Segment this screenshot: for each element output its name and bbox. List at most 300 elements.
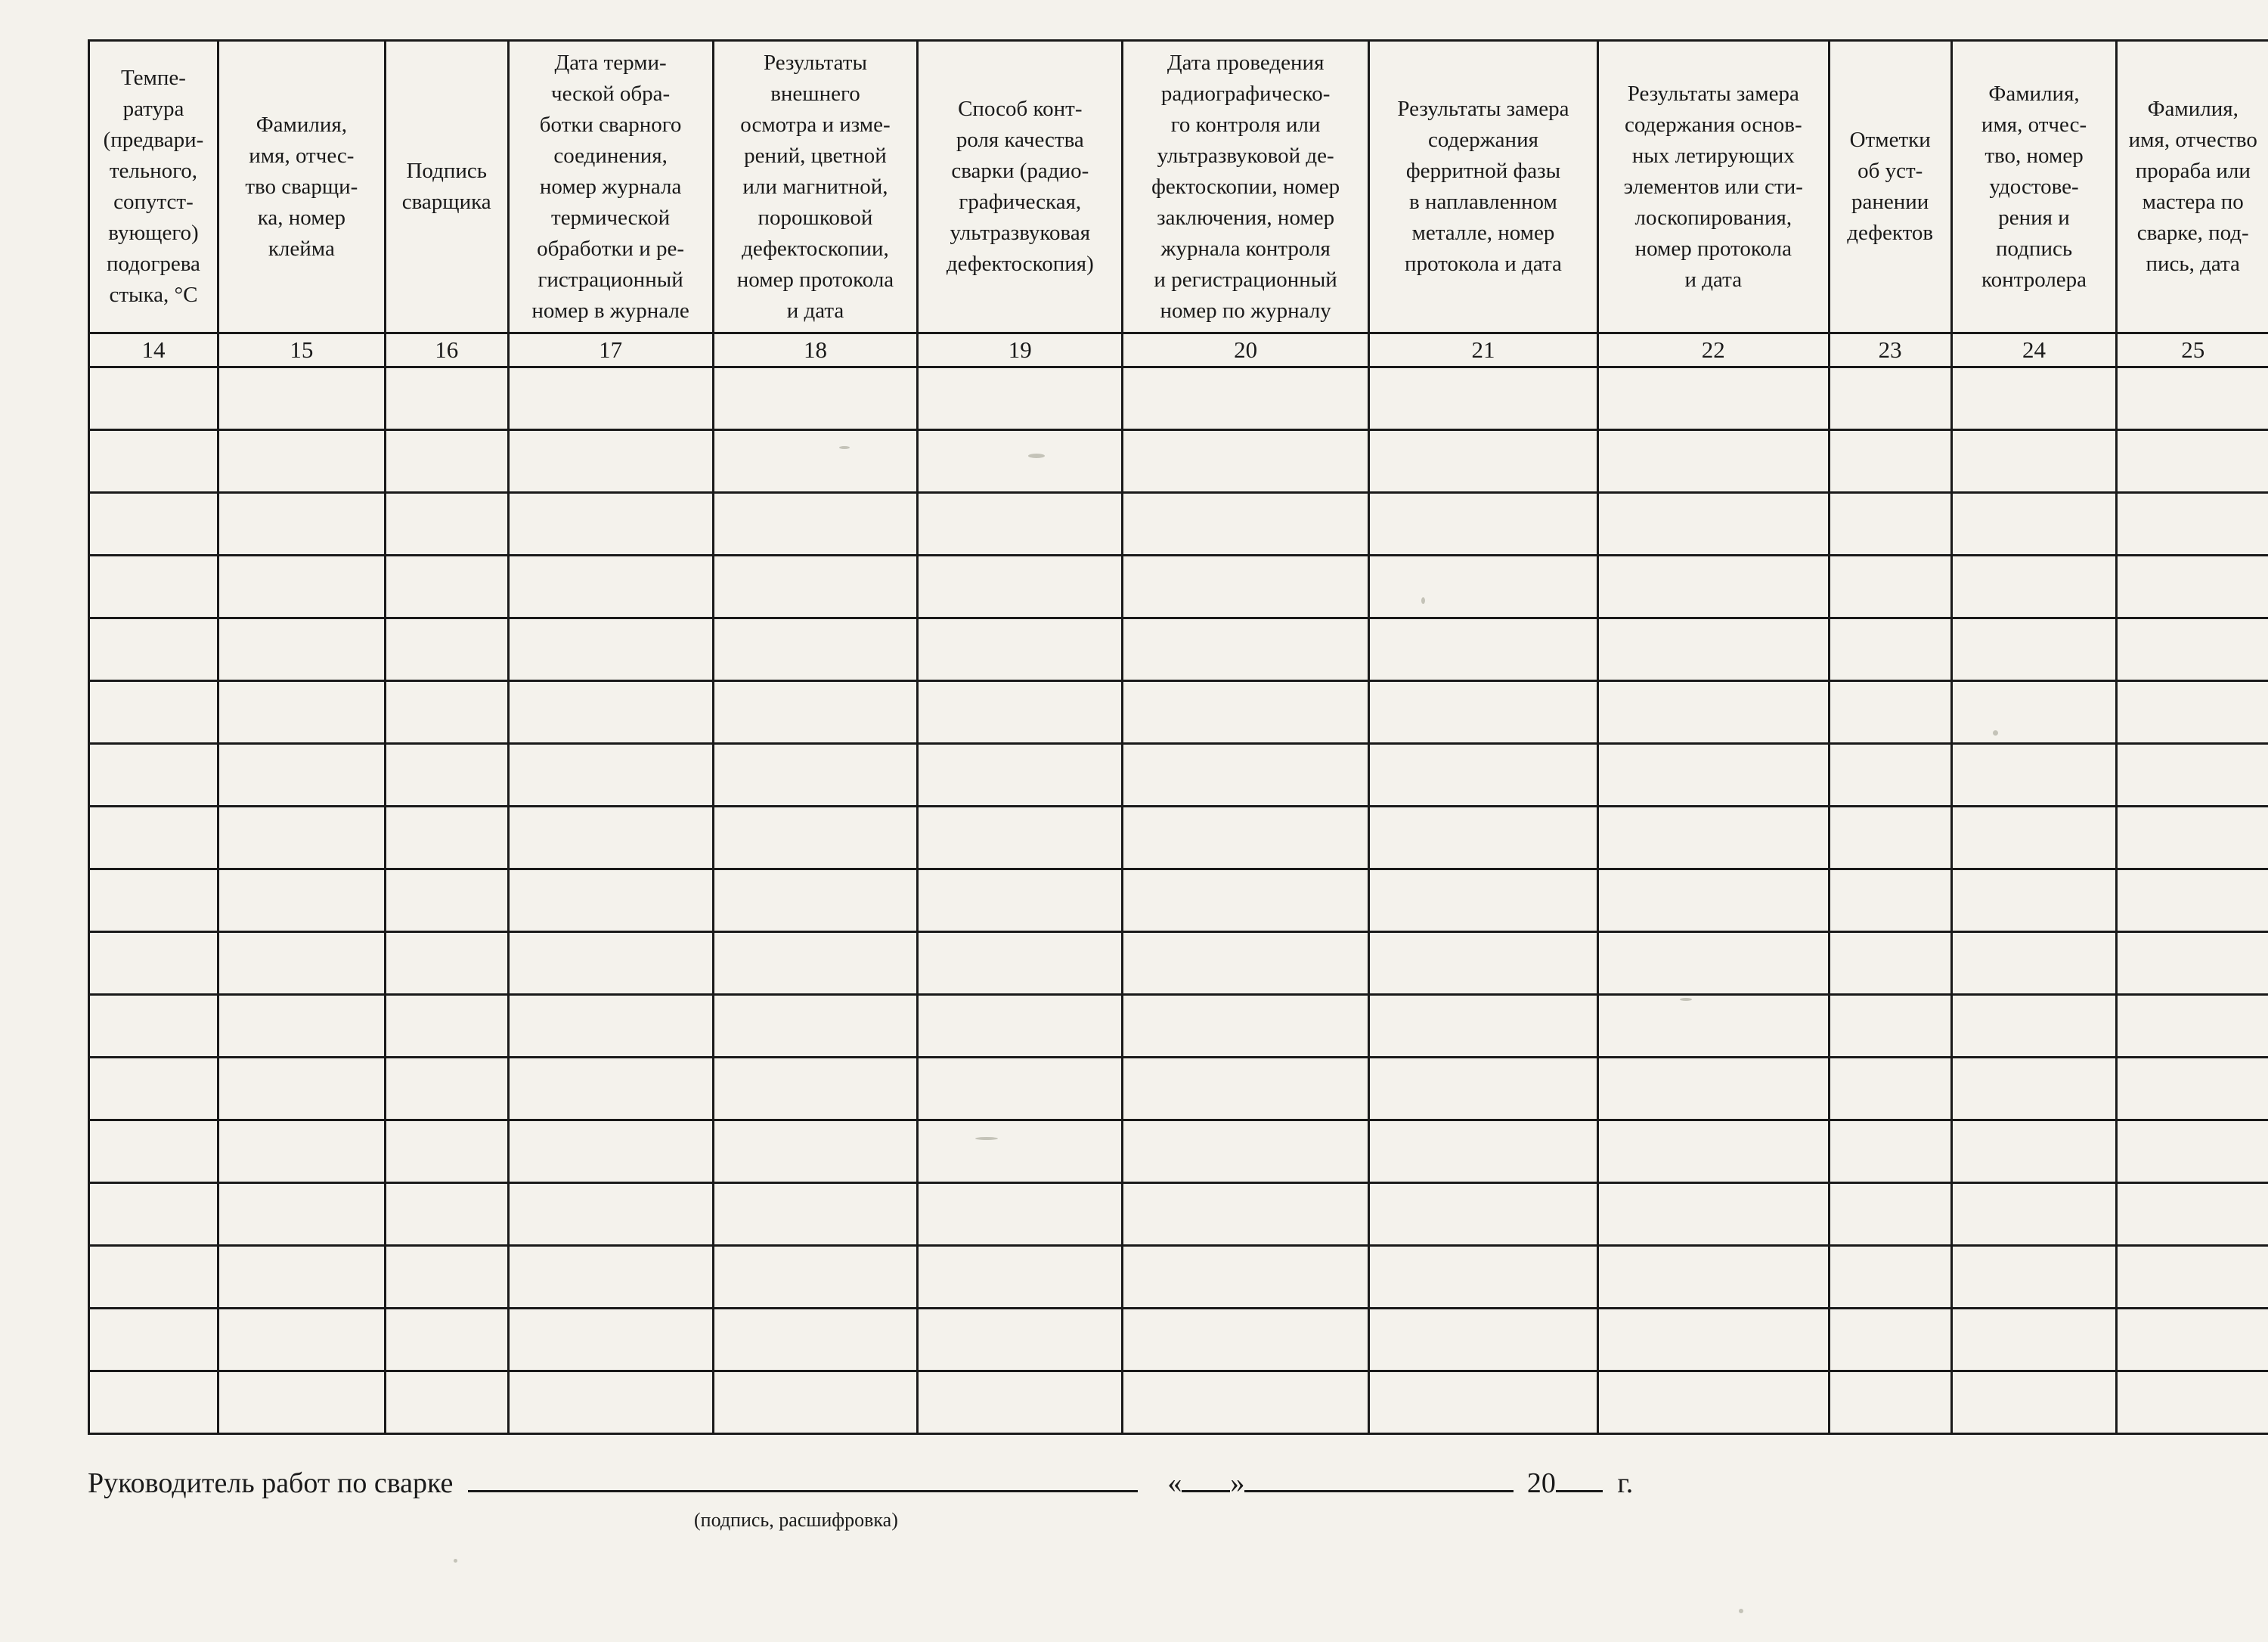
header-line: Дата проведения <box>1167 50 1325 75</box>
entry-cell-14[interactable] <box>89 932 218 995</box>
entry-cell-25[interactable] <box>2117 1183 2268 1246</box>
column-header-23 <box>1829 41 1951 333</box>
entry-cell-14[interactable] <box>89 869 218 932</box>
entry-cell-25[interactable] <box>2117 681 2268 744</box>
entry-cell-20[interactable] <box>1123 618 1369 681</box>
entry-cell-16[interactable] <box>385 681 508 744</box>
entry-cell-20[interactable] <box>1123 1120 1369 1183</box>
entry-cell-23[interactable] <box>1829 430 1951 493</box>
header-line: ных летирующих <box>1631 143 1795 168</box>
entry-cell-17[interactable] <box>508 869 713 932</box>
entry-cell-18[interactable] <box>713 1371 918 1434</box>
header-line: Результаты замера <box>1627 81 1799 106</box>
entry-cell-17[interactable] <box>508 430 713 493</box>
table-row <box>89 618 2268 681</box>
entry-cell-18[interactable] <box>713 1246 918 1309</box>
entry-cell-25[interactable] <box>2117 430 2268 493</box>
entry-cell-20[interactable] <box>1123 744 1369 807</box>
entry-cell-25[interactable] <box>2117 744 2268 807</box>
entry-cell-20[interactable] <box>1123 493 1369 556</box>
entry-cell-18[interactable] <box>713 1183 918 1246</box>
entry-cell-17[interactable] <box>508 681 713 744</box>
entry-cell-22[interactable] <box>1597 1309 1829 1371</box>
column-number-17: 17 <box>508 333 713 367</box>
column-number-21: 21 <box>1369 333 1598 367</box>
header-line: фектоскопии, номер <box>1151 174 1340 199</box>
header-line: и дата <box>786 298 844 323</box>
entry-cell-14[interactable] <box>89 744 218 807</box>
entry-cell-16[interactable] <box>385 430 508 493</box>
day-field[interactable] <box>1182 1467 1230 1492</box>
header-line: ультразвуковая <box>950 221 1091 245</box>
entry-cell-15[interactable] <box>218 869 385 932</box>
entry-cell-18[interactable] <box>713 681 918 744</box>
header-line: гистрационный <box>538 267 683 292</box>
header-line: и регистрационный <box>1154 267 1337 292</box>
entry-cell-19[interactable] <box>918 1246 1123 1309</box>
header-line: Отметки <box>1849 128 1931 152</box>
entry-cell-19[interactable] <box>918 1120 1123 1183</box>
entry-cell-23[interactable] <box>1829 869 1951 932</box>
header-line: ботки сварного <box>539 112 682 137</box>
header-line: радиографическо- <box>1160 81 1331 106</box>
entry-cell-15[interactable] <box>218 1246 385 1309</box>
entry-cell-20[interactable] <box>1123 869 1369 932</box>
header-line: Фамилия, <box>1988 81 2080 106</box>
table-body <box>89 367 2268 1434</box>
column-header-22 <box>1597 41 1829 333</box>
entry-cell-25[interactable] <box>2117 869 2268 932</box>
entry-cell-18[interactable] <box>713 430 918 493</box>
entry-cell-14[interactable] <box>89 1371 218 1434</box>
entry-cell-24[interactable] <box>1951 869 2117 932</box>
table-row <box>89 367 2268 430</box>
header-line: элементов или сти- <box>1623 174 1803 199</box>
entry-cell-14[interactable] <box>89 367 218 430</box>
entry-cell-14[interactable] <box>89 807 218 869</box>
entry-cell-17[interactable] <box>508 744 713 807</box>
header-line: стыка, °С <box>109 283 198 307</box>
entry-cell-23[interactable] <box>1829 493 1951 556</box>
entry-cell-16[interactable] <box>385 869 508 932</box>
entry-cell-17[interactable] <box>508 618 713 681</box>
year-suffix: г. <box>1617 1467 1634 1499</box>
entry-cell-17[interactable] <box>508 932 713 995</box>
year-field[interactable] <box>1556 1467 1603 1492</box>
entry-cell-24[interactable] <box>1951 618 2117 681</box>
entry-cell-18[interactable] <box>713 869 918 932</box>
entry-cell-16[interactable] <box>385 1309 508 1371</box>
entry-cell-23[interactable] <box>1829 744 1951 807</box>
entry-cell-14[interactable] <box>89 995 218 1058</box>
entry-cell-22[interactable] <box>1597 493 1829 556</box>
entry-cell-14[interactable] <box>89 618 218 681</box>
entry-cell-21[interactable] <box>1369 618 1598 681</box>
entry-cell-14[interactable] <box>89 556 218 618</box>
entry-cell-15[interactable] <box>218 1371 385 1434</box>
header-line: Дата терми- <box>554 50 667 75</box>
entry-cell-19[interactable] <box>918 1309 1123 1371</box>
entry-cell-20[interactable] <box>1123 1246 1369 1309</box>
entry-cell-16[interactable] <box>385 807 508 869</box>
entry-cell-15[interactable] <box>218 995 385 1058</box>
entry-cell-24[interactable] <box>1951 744 2117 807</box>
table-row <box>89 430 2268 493</box>
column-number-row <box>89 333 2268 367</box>
header-line: (предвари- <box>103 128 204 152</box>
entry-cell-15[interactable] <box>218 367 385 430</box>
entry-cell-21[interactable] <box>1369 1058 1598 1120</box>
entry-cell-14[interactable] <box>89 1309 218 1371</box>
entry-cell-19[interactable] <box>918 1371 1123 1434</box>
entry-cell-17[interactable] <box>508 1183 713 1246</box>
entry-cell-25[interactable] <box>2117 932 2268 995</box>
table-row <box>89 1246 2268 1309</box>
entry-cell-22[interactable] <box>1597 1120 1829 1183</box>
header-line: прораба или <box>2135 159 2251 183</box>
entry-cell-17[interactable] <box>508 1371 713 1434</box>
header-line: осмотра и изме- <box>740 112 891 137</box>
entry-cell-25[interactable] <box>2117 618 2268 681</box>
entry-cell-23[interactable] <box>1829 618 1951 681</box>
entry-cell-24[interactable] <box>1951 1183 2117 1246</box>
table-row <box>89 1309 2268 1371</box>
entry-cell-25[interactable] <box>2117 1246 2268 1309</box>
header-line: номер протокола <box>1634 236 1792 261</box>
header-line: пись, дата <box>2146 252 2240 276</box>
entry-cell-20[interactable] <box>1123 1371 1369 1434</box>
entry-cell-22[interactable] <box>1597 1246 1829 1309</box>
entry-cell-19[interactable] <box>918 681 1123 744</box>
entry-cell-24[interactable] <box>1951 807 2117 869</box>
entry-cell-21[interactable] <box>1369 1246 1598 1309</box>
header-line: тельного, <box>109 159 198 183</box>
entry-cell-24[interactable] <box>1951 1309 2117 1371</box>
entry-cell-16[interactable] <box>385 1120 508 1183</box>
entry-cell-25[interactable] <box>2117 367 2268 430</box>
entry-cell-19[interactable] <box>918 932 1123 995</box>
entry-cell-18[interactable] <box>713 1058 918 1120</box>
entry-cell-18[interactable] <box>713 995 918 1058</box>
header-line: рений, цветной <box>744 143 887 168</box>
entry-cell-24[interactable] <box>1951 995 2117 1058</box>
entry-cell-16[interactable] <box>385 618 508 681</box>
entry-cell-25[interactable] <box>2117 1371 2268 1434</box>
header-line: удостове- <box>1989 174 2079 199</box>
header-line: обработки и ре- <box>537 236 685 261</box>
header-line: номер по журналу <box>1160 298 1331 323</box>
entry-cell-17[interactable] <box>508 1309 713 1371</box>
entry-cell-22[interactable] <box>1597 807 1829 869</box>
header-line: Способ конт- <box>958 97 1083 121</box>
header-line: сварки (радио- <box>951 159 1089 183</box>
entry-cell-21[interactable] <box>1369 1371 1598 1434</box>
entry-cell-19[interactable] <box>918 1058 1123 1120</box>
entry-cell-18[interactable] <box>713 807 918 869</box>
entry-cell-23[interactable] <box>1829 1246 1951 1309</box>
header-line: содержания основ- <box>1624 112 1802 137</box>
header-line: внешнего <box>770 81 860 106</box>
header-line: Фамилия, <box>256 112 347 137</box>
entry-cell-25[interactable] <box>2117 493 2268 556</box>
entry-cell-19[interactable] <box>918 556 1123 618</box>
column-header-14 <box>89 41 218 333</box>
entry-cell-25[interactable] <box>2117 1058 2268 1120</box>
entry-cell-21[interactable] <box>1369 681 1598 744</box>
year-prefix: 20 <box>1526 1467 1556 1499</box>
entry-cell-23[interactable] <box>1829 807 1951 869</box>
entry-cell-23[interactable] <box>1829 367 1951 430</box>
entry-cell-20[interactable] <box>1123 430 1369 493</box>
entry-cell-20[interactable] <box>1123 807 1369 869</box>
header-line: роля качества <box>956 128 1084 152</box>
quote-open: « <box>1167 1467 1182 1499</box>
column-number-25: 25 <box>2117 333 2268 367</box>
entry-cell-22[interactable] <box>1597 681 1829 744</box>
entry-cell-15[interactable] <box>218 430 385 493</box>
entry-cell-16[interactable] <box>385 367 508 430</box>
header-line: соединения, <box>553 143 668 168</box>
entry-cell-25[interactable] <box>2117 807 2268 869</box>
entry-cell-24[interactable] <box>1951 1120 2117 1183</box>
entry-cell-15[interactable] <box>218 1309 385 1371</box>
entry-cell-24[interactable] <box>1951 367 2117 430</box>
entry-cell-21[interactable] <box>1369 1120 1598 1183</box>
entry-cell-16[interactable] <box>385 1058 508 1120</box>
entry-cell-16[interactable] <box>385 1246 508 1309</box>
entry-cell-19[interactable] <box>918 869 1123 932</box>
header-line: тво сварщи- <box>245 174 358 199</box>
entry-cell-25[interactable] <box>2117 1120 2268 1183</box>
header-line: в наплавленном <box>1409 190 1557 214</box>
column-number-24: 24 <box>1951 333 2117 367</box>
header-line: сопутст- <box>113 190 194 214</box>
entry-cell-22[interactable] <box>1597 430 1829 493</box>
entry-cell-23[interactable] <box>1829 1183 1951 1246</box>
entry-cell-20[interactable] <box>1123 1309 1369 1371</box>
entry-cell-17[interactable] <box>508 1058 713 1120</box>
entry-cell-15[interactable] <box>218 1183 385 1246</box>
entry-cell-16[interactable] <box>385 556 508 618</box>
entry-cell-15[interactable] <box>218 1058 385 1120</box>
entry-cell-17[interactable] <box>508 367 713 430</box>
entry-cell-14[interactable] <box>89 1183 218 1246</box>
entry-cell-20[interactable] <box>1123 367 1369 430</box>
quote-close: » <box>1230 1467 1245 1499</box>
entry-cell-24[interactable] <box>1951 556 2117 618</box>
signature-hint: (подпись, расшифровка) <box>694 1509 898 1531</box>
header-line: Результаты замера <box>1397 97 1569 121</box>
entry-cell-15[interactable] <box>218 932 385 995</box>
entry-cell-19[interactable] <box>918 493 1123 556</box>
header-line: ческой обра- <box>550 81 671 106</box>
entry-cell-15[interactable] <box>218 744 385 807</box>
table-row <box>89 932 2268 995</box>
entry-cell-24[interactable] <box>1951 932 2117 995</box>
entry-cell-22[interactable] <box>1597 744 1829 807</box>
entry-cell-21[interactable] <box>1369 493 1598 556</box>
entry-cell-23[interactable] <box>1829 1058 1951 1120</box>
entry-cell-17[interactable] <box>508 1120 713 1183</box>
column-header-16 <box>385 41 508 333</box>
header-row <box>89 41 2268 333</box>
column-number-15: 15 <box>218 333 385 367</box>
entry-cell-16[interactable] <box>385 1371 508 1434</box>
entry-cell-15[interactable] <box>218 1120 385 1183</box>
entry-cell-22[interactable] <box>1597 1058 1829 1120</box>
header-line: журнала контроля <box>1160 236 1331 261</box>
entry-cell-22[interactable] <box>1597 618 1829 681</box>
header-line: имя, отчес- <box>249 143 355 168</box>
entry-cell-18[interactable] <box>713 932 918 995</box>
header-line: рения и <box>1998 205 2070 230</box>
entry-cell-21[interactable] <box>1369 807 1598 869</box>
entry-cell-23[interactable] <box>1829 932 1951 995</box>
entry-cell-20[interactable] <box>1123 932 1369 995</box>
entry-cell-18[interactable] <box>713 493 918 556</box>
entry-cell-24[interactable] <box>1951 1246 2117 1309</box>
header-line: Результаты <box>763 50 867 75</box>
entry-cell-18[interactable] <box>713 618 918 681</box>
entry-cell-16[interactable] <box>385 1183 508 1246</box>
column-number-22: 22 <box>1597 333 1829 367</box>
header-line: Подпись <box>406 159 487 183</box>
entry-cell-14[interactable] <box>89 1058 218 1120</box>
entry-cell-19[interactable] <box>918 995 1123 1058</box>
entry-cell-23[interactable] <box>1829 1120 1951 1183</box>
header-line: металле, номер <box>1411 221 1555 245</box>
entry-cell-16[interactable] <box>385 932 508 995</box>
entry-cell-21[interactable] <box>1369 1309 1598 1371</box>
month-field[interactable] <box>1244 1467 1514 1492</box>
entry-cell-23[interactable] <box>1829 681 1951 744</box>
entry-cell-25[interactable] <box>2117 995 2268 1058</box>
entry-cell-16[interactable] <box>385 744 508 807</box>
entry-cell-24[interactable] <box>1951 681 2117 744</box>
entry-cell-25[interactable] <box>2117 1309 2268 1371</box>
column-number-19: 19 <box>918 333 1123 367</box>
header-line: и дата <box>1684 267 1743 292</box>
entry-cell-15[interactable] <box>218 556 385 618</box>
column-header-20 <box>1123 41 1369 333</box>
entry-cell-22[interactable] <box>1597 1183 1829 1246</box>
header-line: подпись <box>1996 236 2073 261</box>
entry-cell-21[interactable] <box>1369 744 1598 807</box>
header-line: об уст- <box>1857 159 1923 183</box>
entry-cell-14[interactable] <box>89 493 218 556</box>
entry-cell-20[interactable] <box>1123 1183 1369 1246</box>
entry-cell-22[interactable] <box>1597 869 1829 932</box>
entry-cell-23[interactable] <box>1829 995 1951 1058</box>
entry-cell-21[interactable] <box>1369 1183 1598 1246</box>
entry-cell-14[interactable] <box>89 1120 218 1183</box>
entry-cell-18[interactable] <box>713 744 918 807</box>
entry-cell-14[interactable] <box>89 681 218 744</box>
table-row <box>89 807 2268 869</box>
header-line: номер протокола <box>736 267 894 292</box>
entry-cell-19[interactable] <box>918 744 1123 807</box>
header-line: ультразвуковой де- <box>1157 143 1334 168</box>
header-line: ферритной фазы <box>1405 159 1561 183</box>
entry-cell-23[interactable] <box>1829 556 1951 618</box>
entry-cell-14[interactable] <box>89 430 218 493</box>
entry-cell-22[interactable] <box>1597 995 1829 1058</box>
signature-field[interactable] <box>468 1467 1138 1492</box>
entry-cell-15[interactable] <box>218 493 385 556</box>
header-line: вующего) <box>108 221 199 245</box>
header-line: дефектоскопия) <box>946 252 1094 276</box>
header-line: подогрева <box>107 252 200 276</box>
weld-journal-table <box>88 39 2268 1435</box>
entry-cell-17[interactable] <box>508 807 713 869</box>
entry-cell-21[interactable] <box>1369 430 1598 493</box>
entry-cell-25[interactable] <box>2117 556 2268 618</box>
entry-cell-18[interactable] <box>713 367 918 430</box>
entry-cell-24[interactable] <box>1951 493 2117 556</box>
entry-cell-14[interactable] <box>89 1246 218 1309</box>
entry-cell-21[interactable] <box>1369 367 1598 430</box>
entry-cell-19[interactable] <box>918 367 1123 430</box>
entry-cell-17[interactable] <box>508 1246 713 1309</box>
header-line: термической <box>551 205 671 230</box>
entry-cell-20[interactable] <box>1123 556 1369 618</box>
entry-cell-17[interactable] <box>508 995 713 1058</box>
entry-cell-21[interactable] <box>1369 556 1598 618</box>
entry-cell-20[interactable] <box>1123 681 1369 744</box>
column-header-19 <box>918 41 1123 333</box>
header-line: имя, отчество <box>2128 128 2257 152</box>
entry-cell-16[interactable] <box>385 995 508 1058</box>
entry-cell-18[interactable] <box>713 1309 918 1371</box>
entry-cell-19[interactable] <box>918 430 1123 493</box>
entry-cell-18[interactable] <box>713 556 918 618</box>
entry-cell-20[interactable] <box>1123 1058 1369 1120</box>
supervisor-label: Руководитель работ по сварке <box>88 1467 454 1499</box>
entry-cell-22[interactable] <box>1597 932 1829 995</box>
header-line: номер в журнале <box>531 298 689 323</box>
header-line: заключения, номер <box>1157 205 1335 230</box>
column-header-25 <box>2117 41 2268 333</box>
entry-cell-17[interactable] <box>508 493 713 556</box>
table-row <box>89 744 2268 807</box>
entry-cell-19[interactable] <box>918 807 1123 869</box>
column-number-23: 23 <box>1829 333 1951 367</box>
entry-cell-22[interactable] <box>1597 556 1829 618</box>
entry-cell-15[interactable] <box>218 618 385 681</box>
entry-cell-21[interactable] <box>1369 995 1598 1058</box>
entry-cell-24[interactable] <box>1951 1371 2117 1434</box>
entry-cell-18[interactable] <box>713 1120 918 1183</box>
entry-cell-15[interactable] <box>218 807 385 869</box>
entry-cell-16[interactable] <box>385 493 508 556</box>
entry-cell-19[interactable] <box>918 618 1123 681</box>
header-line: ратура <box>122 97 184 121</box>
table-row <box>89 995 2268 1058</box>
entry-cell-24[interactable] <box>1951 430 2117 493</box>
entry-cell-22[interactable] <box>1597 1371 1829 1434</box>
entry-cell-23[interactable] <box>1829 1371 1951 1434</box>
entry-cell-21[interactable] <box>1369 932 1598 995</box>
entry-cell-21[interactable] <box>1369 869 1598 932</box>
entry-cell-20[interactable] <box>1123 995 1369 1058</box>
entry-cell-17[interactable] <box>508 556 713 618</box>
entry-cell-15[interactable] <box>218 681 385 744</box>
entry-cell-19[interactable] <box>918 1183 1123 1246</box>
entry-cell-22[interactable] <box>1597 367 1829 430</box>
table-row <box>89 869 2268 932</box>
entry-cell-23[interactable] <box>1829 1309 1951 1371</box>
entry-cell-24[interactable] <box>1951 1058 2117 1120</box>
